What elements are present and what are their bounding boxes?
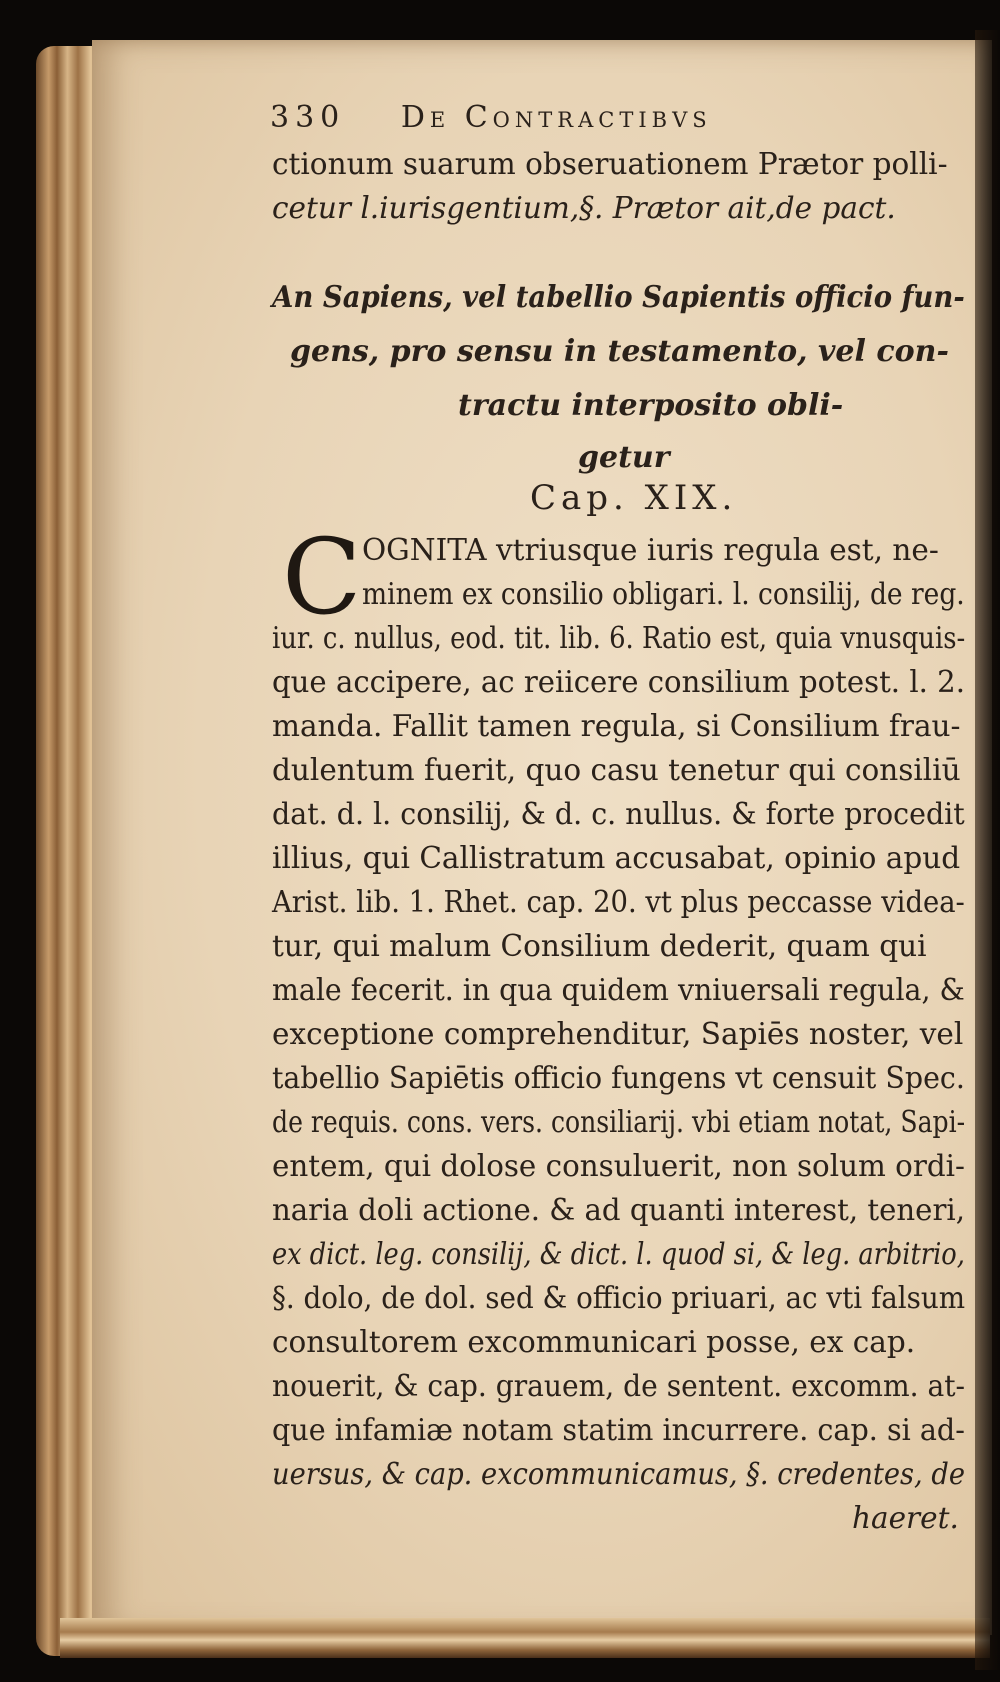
body-line: uersus, & cap. excommunicamus, §. credentes, de (272, 1457, 965, 1491)
body-line: illius, qui Callistratum accusabat, opinio apud (272, 841, 961, 875)
chapter-title-line: gens, pro sensu in testamento, vel con- (290, 334, 949, 369)
intro-line: ctionum suarum obseruationem Prætor polli- (272, 147, 948, 181)
running-title: De Contractibvs (400, 100, 712, 135)
page-edges-bottom (60, 1618, 990, 1658)
body-line: naria doli actione. & ad quanti interest, teneri, (272, 1193, 966, 1227)
chapter-title-line: An Sapiens, vel tabellio Sapientis officio fun- (272, 280, 965, 315)
body-line: male fecerit. in qua quidem vniuersali regula, & (272, 973, 965, 1007)
chapter-label: Cap. XIX. (530, 478, 738, 518)
running-header (270, 100, 712, 135)
body-line: iur. c. nullus, eod. tit. lib. 6. Ratio est, quia vnusquis- (272, 621, 966, 655)
body-line: entem, qui dolose consuluerit, non solum ordi- (272, 1149, 965, 1183)
body-line: dulentum fuerit, quo casu tenetur qui consiliū (272, 753, 961, 787)
body-line: ex dict. leg. consilij, & dict. l. quod si, & leg. arbitrio, (272, 1237, 965, 1271)
body-line: minem ex consilio obligari. l. consilij, de reg. (362, 577, 965, 611)
body-line: de requis. cons. vers. consiliarij. vbi etiam notat, Sapi- (272, 1105, 966, 1139)
body-line: OGNITA vtriusque iuris regula est, ne- (362, 533, 939, 567)
body-line: tabellio Sapiētis officio fungens vt censuit Spec. (272, 1061, 965, 1095)
intro-line: cetur l.iurisgentium,§. Prætor ait,de pact. (272, 191, 896, 225)
body-line: que accipere, ac reiicere consilium potest. l. 2. (272, 665, 965, 699)
body-line: exceptione comprehenditur, Sapiēs noster, vel (272, 1017, 964, 1051)
body-line: manda. Fallit tamen regula, si Consilium frau- (272, 709, 961, 743)
binding-shadow (975, 30, 1000, 1670)
page-number: 330 (270, 100, 346, 135)
body-line: nouerit, & cap. grauem, de sentent. excomm. at- (272, 1369, 966, 1403)
body-line: consultorem excommunicari posse, ex cap. (272, 1325, 916, 1359)
chapter-title-line: tractu interposito obli- (458, 388, 844, 423)
body-line: haeret. (852, 1501, 959, 1535)
chapter-title-line: getur (578, 440, 670, 475)
body-line: Arist. lib. 1. Rhet. cap. 20. vt plus peccasse videa- (272, 885, 965, 919)
body-line: dat. d. l. consilij, & d. c. nullus. & forte procedit (272, 797, 965, 831)
drop-cap: C (282, 516, 362, 638)
body-line: tur, qui malum Consilium dederit, quam qui (272, 929, 927, 963)
body-line: §. dolo, de dol. sed & officio priuari, ac vti falsum (272, 1281, 966, 1315)
body-line: que infamiæ notam statim incurrere. cap. si ad- (272, 1413, 965, 1447)
